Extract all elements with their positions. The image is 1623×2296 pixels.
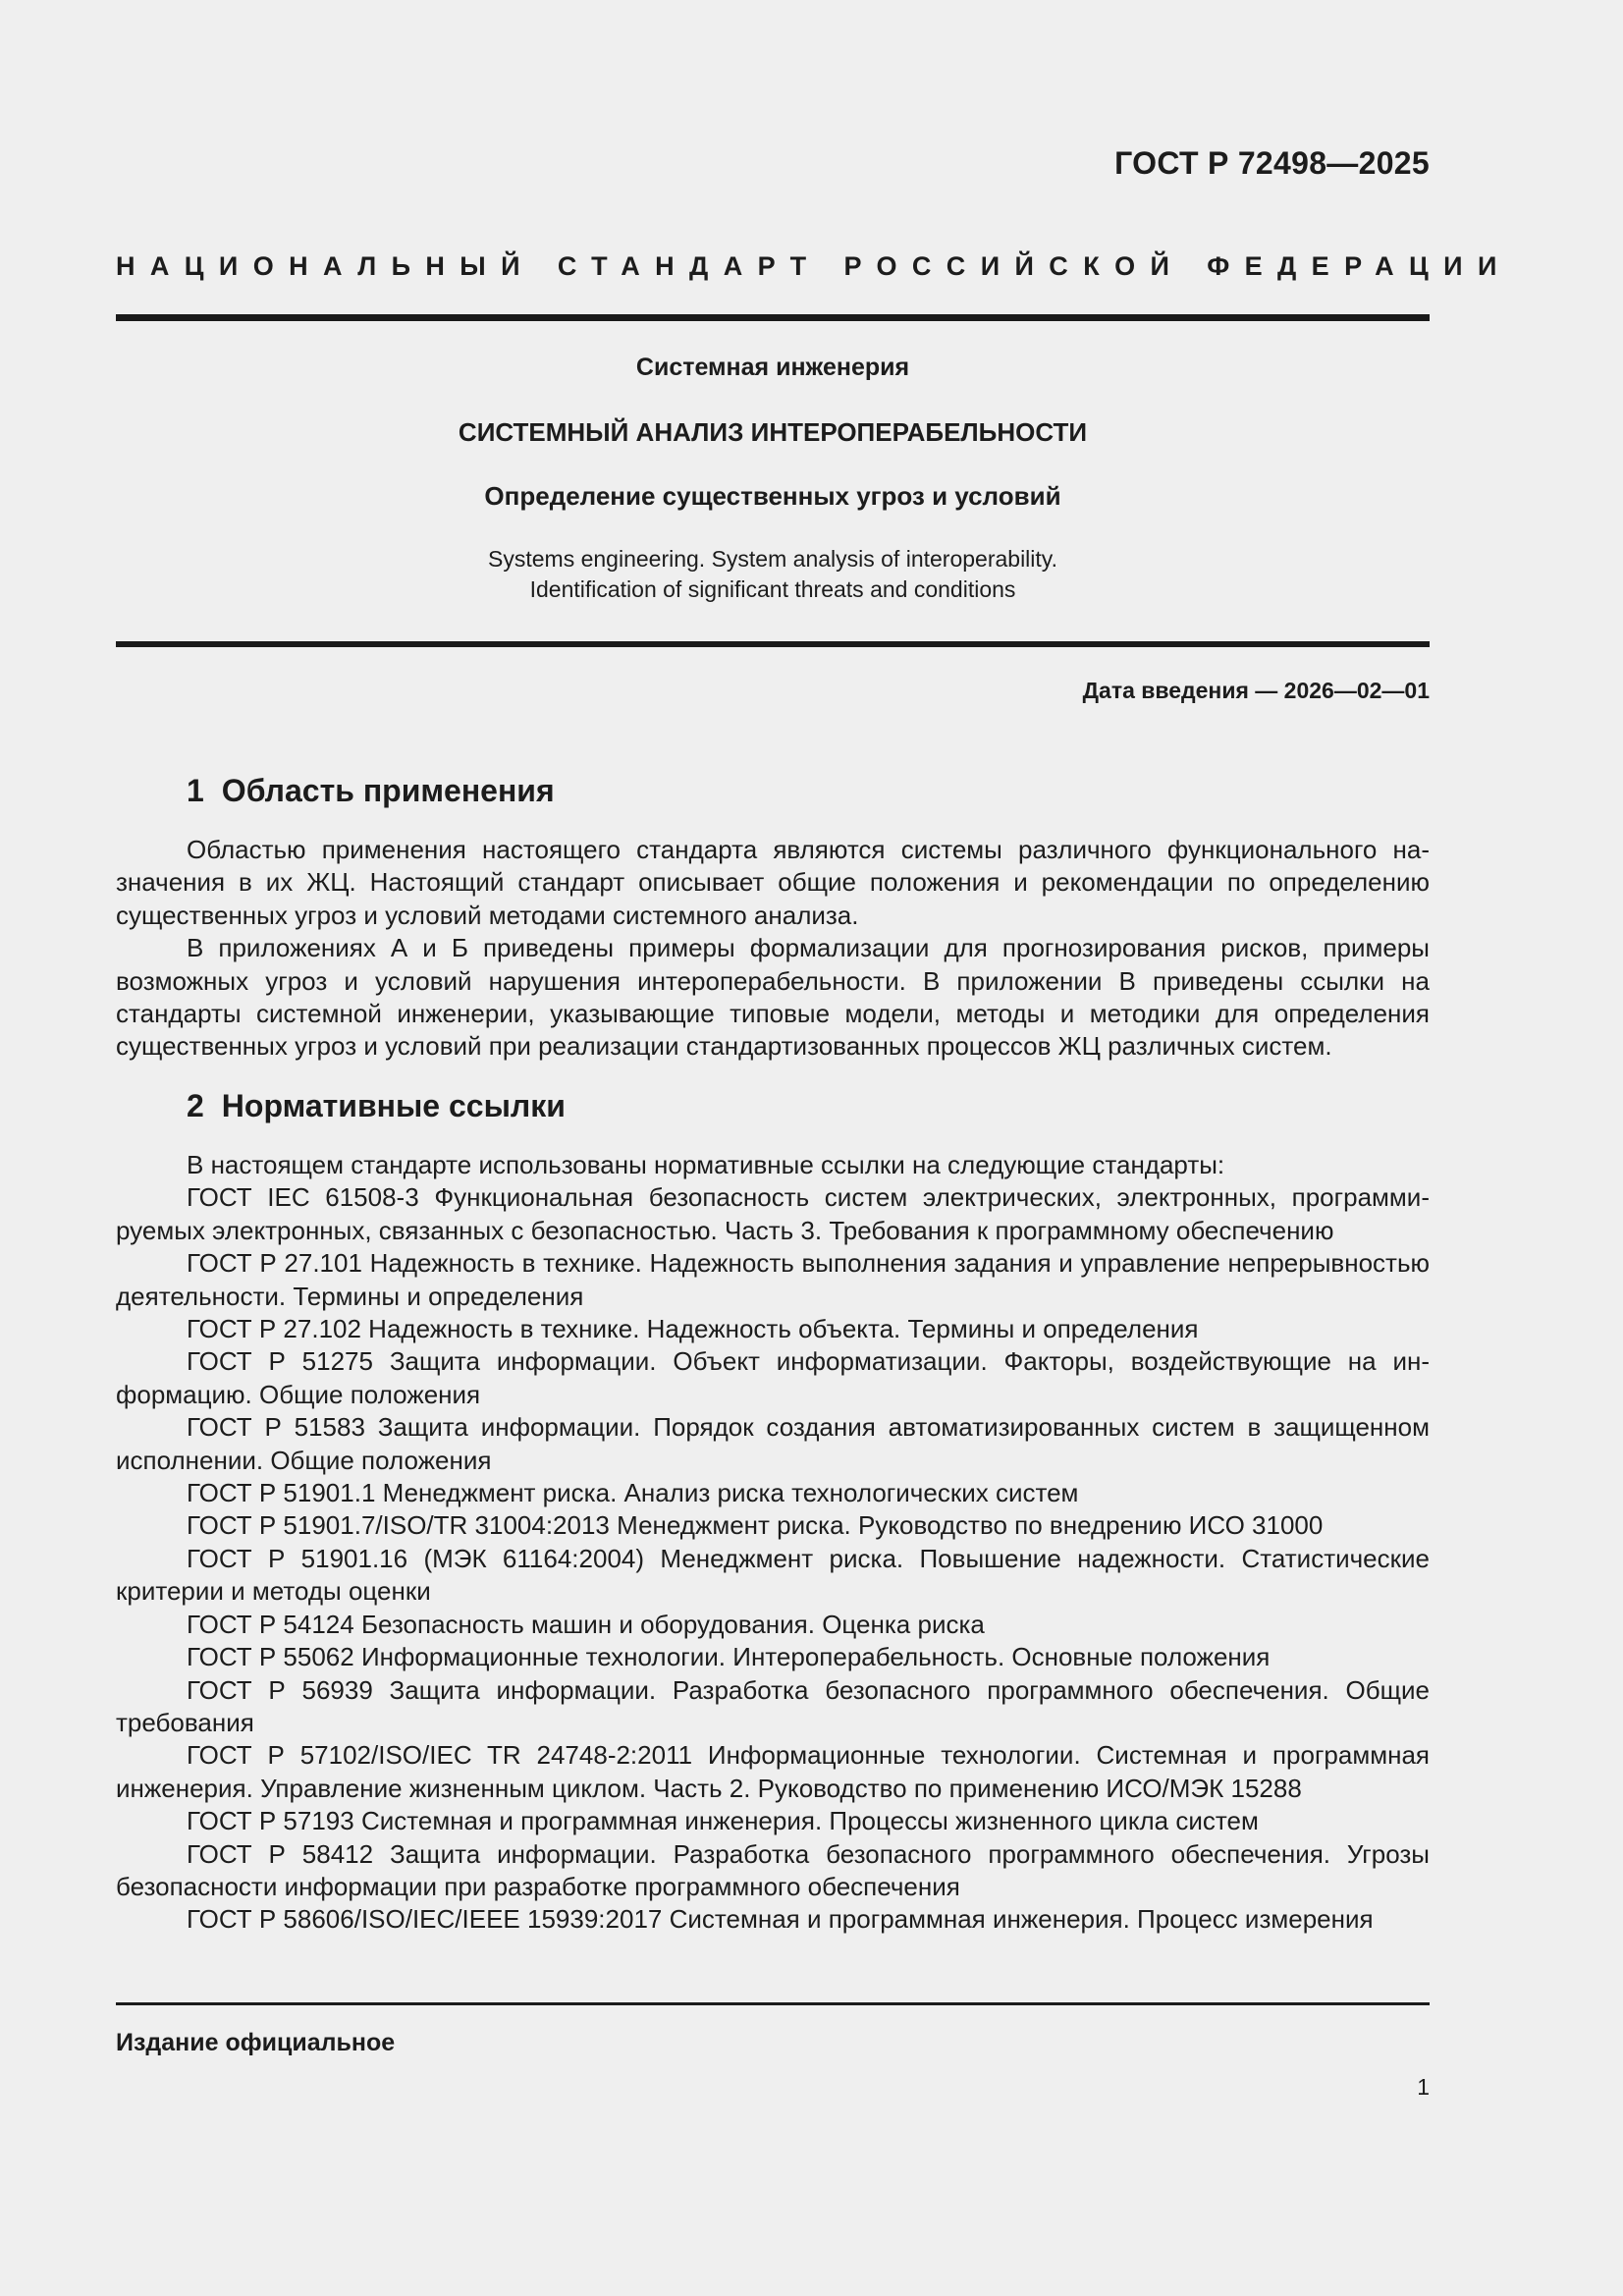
title-bottom-rule — [116, 641, 1430, 647]
national-standard-banner: НАЦИОНАЛЬНЫЙ СТАНДАРТ РОССИЙСКОЙ ФЕДЕРАЦИИ — [116, 251, 1512, 281]
reference-item: ГОСТ Р 54124 Безопасность машин и оборудования. Оценка риска — [187, 1609, 985, 1639]
title-field: Системная инженерия — [635, 354, 910, 381]
paragraph: В настоящем стандарте использованы нормативные ссылки на следующие стандарты: — [187, 1150, 1225, 1179]
title-subtitle: Определение существенных угроз и условий — [484, 481, 1061, 511]
paragraph: В приложениях А и Б приведены примеры формализации для прогнозирования рисков, примеры возможных угроз и условий нарушения интероперабельности. В приложении В приведены ссылки на стандарты системной инженерии, указывающие типовые модели, методы и методики для определения существенных угроз и условий при реализации стандартизованных процессов ЖЦ различных систем. — [116, 933, 1430, 1062]
section1-number: 1 — [187, 773, 204, 808]
reference-item: ГОСТ Р 51901.7/ISO/TR 31004:2013 Менеджмент риска. Руководство по внедрению ИСО 31000 — [187, 1510, 1324, 1541]
section1-heading — [187, 773, 555, 809]
reference-item: ГОСТ Р 57193 Системная и программная инженерия. Процессы жизненного цикла систем — [187, 1806, 1259, 1836]
section2-title: Нормативные ссылки — [221, 1088, 566, 1123]
section1-title: Область применения — [221, 773, 555, 808]
document-page — [116, 0, 1512, 2296]
top-rule — [116, 314, 1430, 321]
reference-item: ГОСТ Р 58412 Защита информации. Разработка безопасного программного обеспечения. Угрозы безопасности информации при разработке программного обеспечения — [116, 1838, 1430, 1901]
page-number: 1 — [1417, 2074, 1430, 2100]
paragraph: Областью применения настоящего стандарта являются системы различного функционального назначения в их ЖЦ. Настоящий стандарт описывает общие положения и рекомендации по определению существенных угроз и условий методами системного анализа. — [116, 835, 1430, 930]
standard-designation: ГОСТ Р 72498—2025 — [1114, 145, 1430, 181]
reference-item: ГОСТ Р 51583 Защита информации. Порядок создания автоматизированных систем в защищенном исполнении. Общие положения — [116, 1412, 1430, 1475]
section2-body — [116, 1149, 1430, 1937]
reference-item: ГОСТ Р 51901.1 Менеджмент риска. Анализ риска технологических систем — [187, 1478, 1079, 1508]
reference-item: ГОСТ Р 57102/ISO/IEC TR 24748-2:2011 Информационные технологии. Системная и программная инженерия. Управление жизненным циклом. Часть 2. Руководство по применению ИСО/МЭК 15288 — [116, 1740, 1430, 1803]
reference-item: ГОСТ Р 27.101 Надежность в технике. Надежность выполнения задания и управление непрерывностью деятельности. Термины и определения — [116, 1248, 1430, 1311]
official-edition-label: Издание официальное — [116, 2029, 396, 2056]
reference-item: ГОСТ Р 55062 Информационные технологии. Интероперабельность. Основные положения — [187, 1642, 1271, 1672]
title-english-line1: Systems engineering. System analysis of interoperability. — [488, 546, 1057, 572]
reference-item: ГОСТ Р 51901.16 (МЭК 61164:2004) Менеджмент риска. Повышение надежности. Статистические критерии и методы оценки — [116, 1543, 1430, 1607]
section1-body — [116, 834, 1430, 1064]
title-english-line2: Identification of significant threats and conditions — [529, 576, 1016, 602]
reference-item: ГОСТ Р 58606/ISO/IEC/IEEE 15939:2017 Системная и программная инженерия. Процесс измерения — [187, 1904, 1374, 1935]
date-of-introduction: Дата введения — 2026—02—01 — [1082, 678, 1430, 703]
reference-item: ГОСТ Р 56939 Защита информации. Разработка безопасного программного обеспечения. Общие требования — [116, 1674, 1430, 1737]
title-english — [116, 544, 1430, 605]
title-main: СИСТЕМНЫЙ АНАЛИЗ ИНТЕРОПЕРАБЕЛЬНОСТИ — [458, 417, 1088, 447]
reference-item: ГОСТ Р 51275 Защита информации. Объект информатизации. Факторы, воздействующие на информацию. Общие положения — [116, 1346, 1430, 1409]
section2-number: 2 — [187, 1088, 204, 1123]
footer-rule — [116, 2002, 1430, 2005]
reference-item: ГОСТ IEC 61508-3 Функциональная безопасность систем электрических, электронных, программируемых электронных, связанных с безопасностью. Часть 3. Требования к программному обеспечению — [116, 1182, 1430, 1245]
reference-item: ГОСТ Р 27.102 Надежность в технике. Надежность объекта. Термины и определения — [187, 1314, 1199, 1344]
section2-heading — [187, 1088, 566, 1124]
